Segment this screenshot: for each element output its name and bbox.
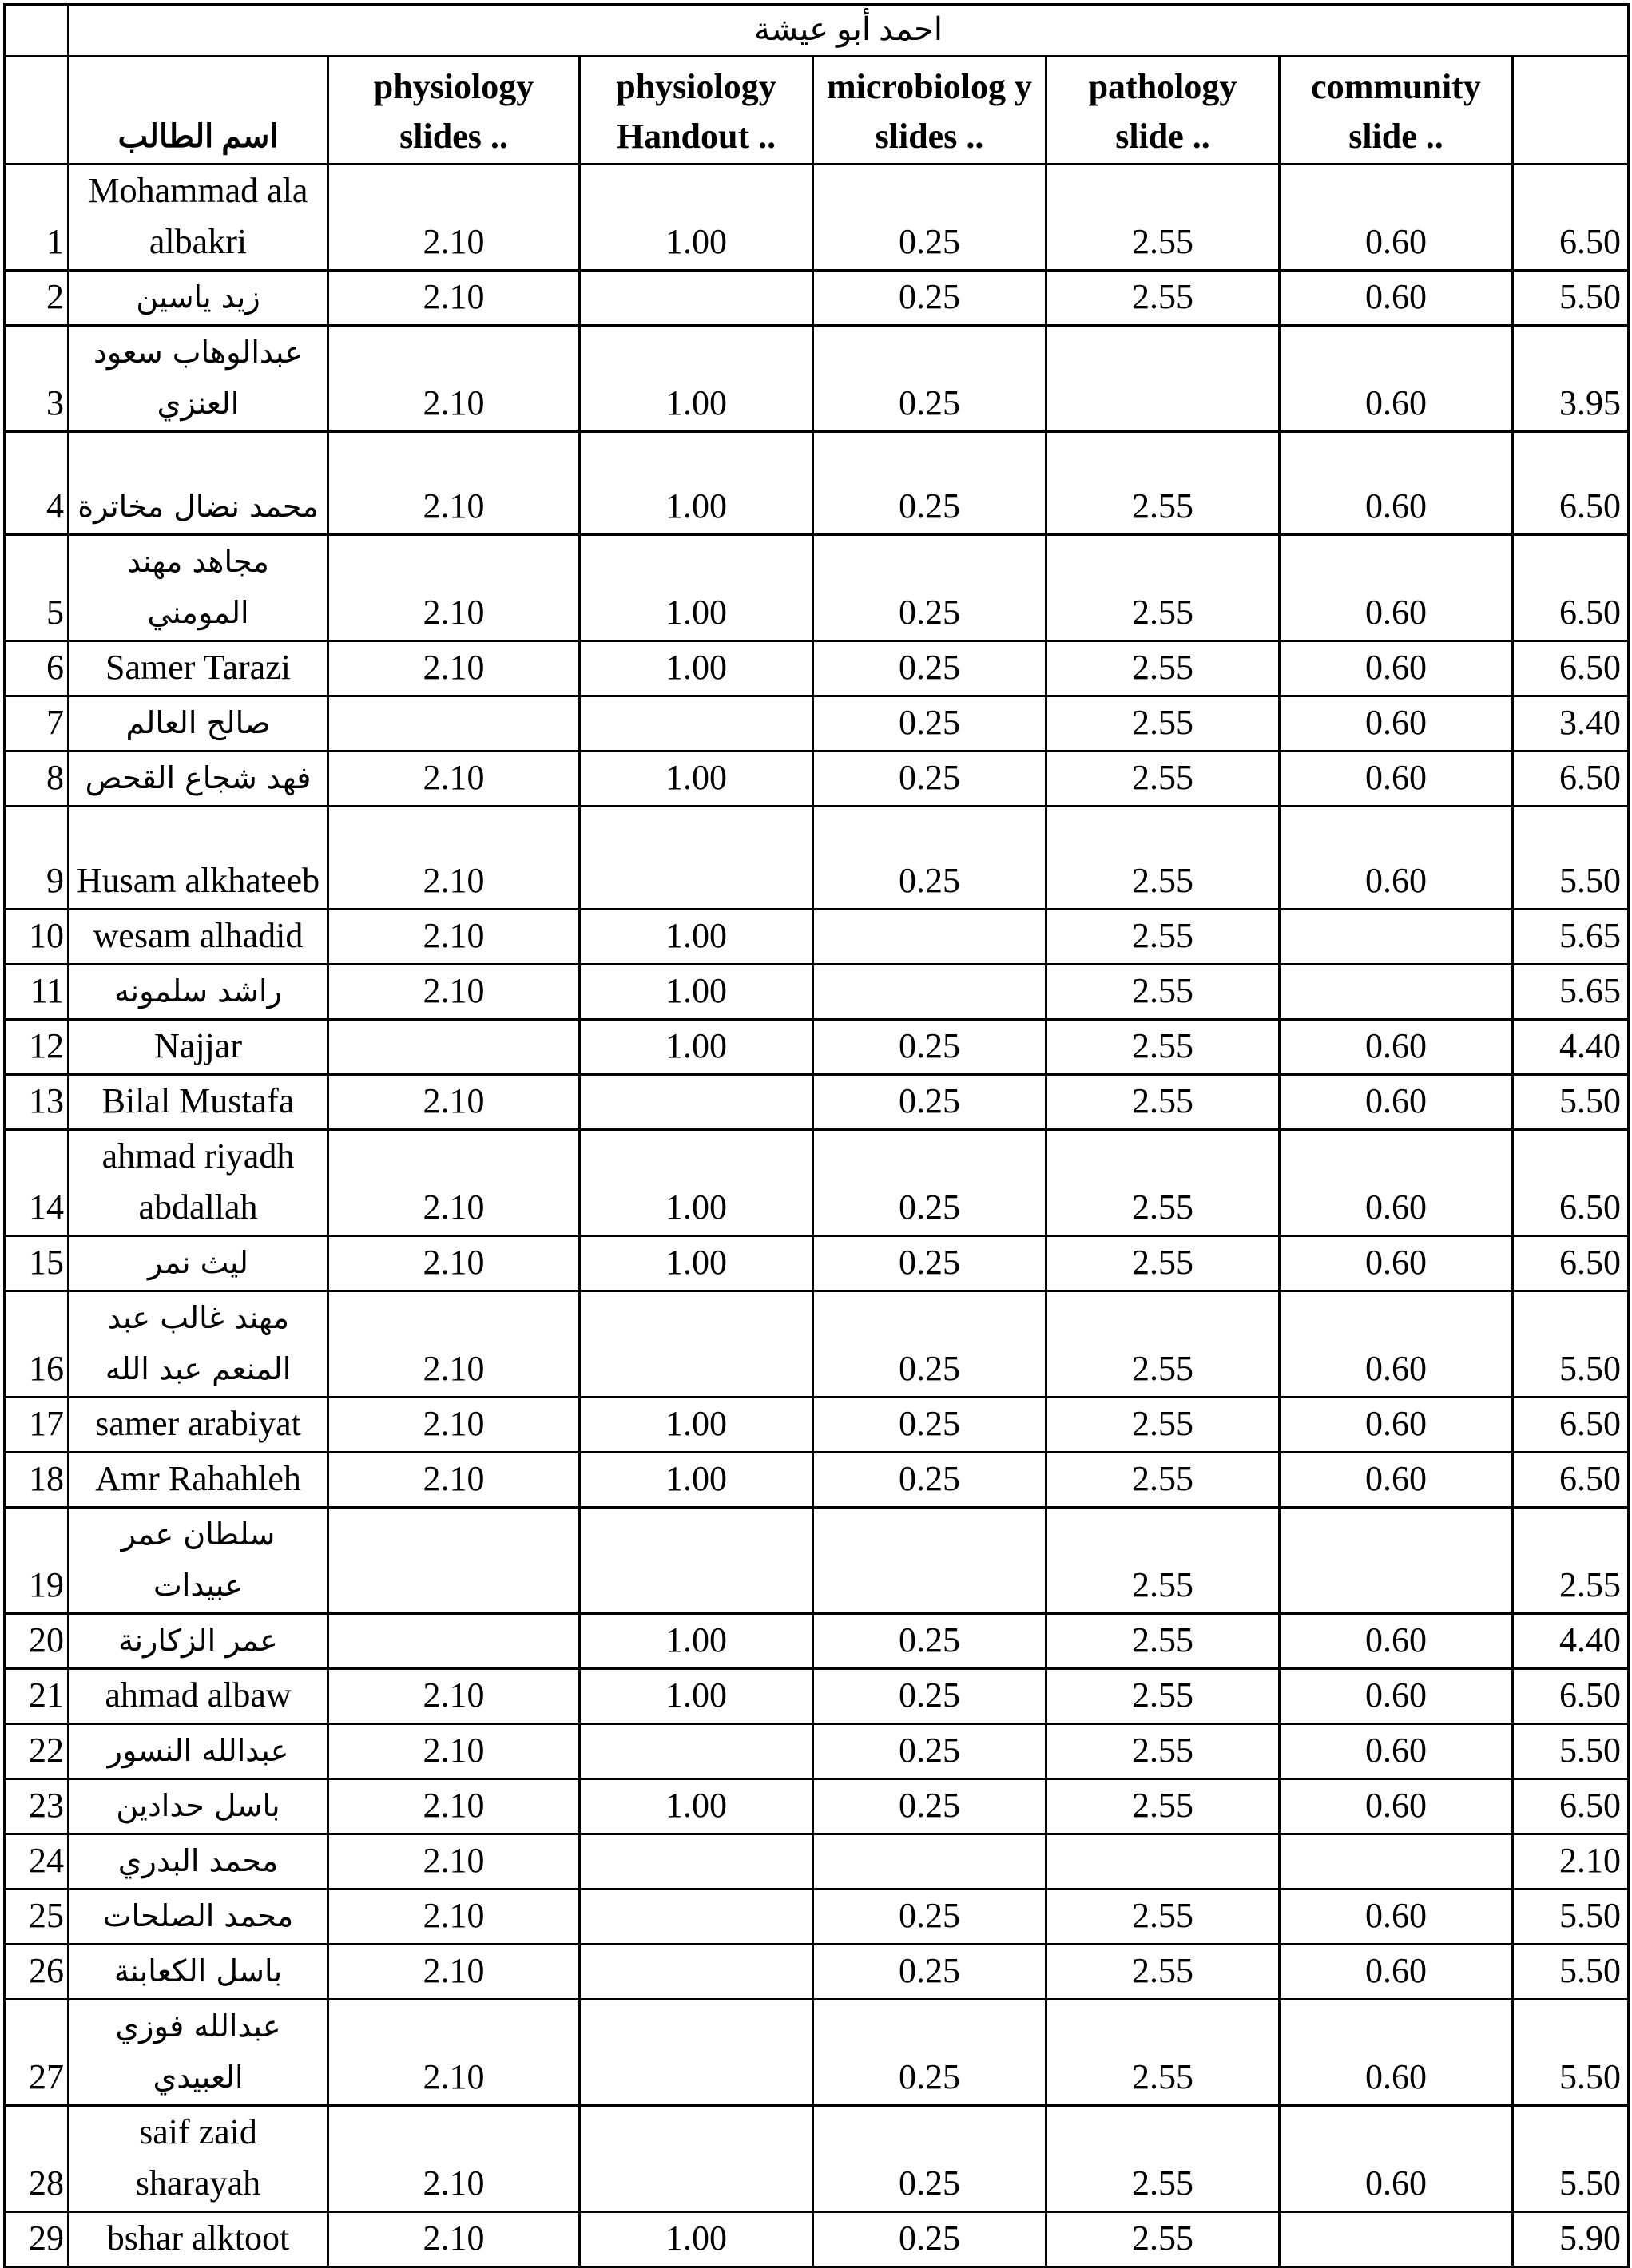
community-slide-cell: 0.60 [1280,1130,1513,1236]
physiology-slides-cell: 2.10 [328,535,580,641]
pathology-slide-cell: 2.55 [1046,1724,1280,1779]
pathology-slide-cell: 2.55 [1046,1130,1280,1236]
microbiology-slides-cell: 0.25 [813,1398,1046,1453]
total-cell: 6.50 [1513,1779,1629,1834]
total-cell: 5.50 [1513,1889,1629,1945]
student-name: ahmad albaw [69,1669,328,1724]
student-name: مهند غالب عبد المنعم عبد الله [69,1291,328,1398]
community-slide-cell: 0.60 [1280,2106,1513,2212]
pathology-slide-cell: 2.55 [1046,1291,1280,1398]
total-cell: 5.50 [1513,1945,1629,2000]
community-slide-cell: 0.60 [1280,1453,1513,1508]
microbiology-slides-cell [813,910,1046,965]
physiology-slides-cell: 2.10 [328,1453,580,1508]
table-row [5,2000,1629,2106]
physiology-slides-cell: 2.10 [328,1724,580,1779]
physiology-handout-cell [580,1724,813,1779]
physiology-handout-cell: 1.00 [580,1236,813,1291]
pathology-slide-cell: 2.55 [1046,1020,1280,1075]
header-row [5,57,1629,165]
total-cell: 5.65 [1513,965,1629,1020]
microbiology-slides-cell: 0.25 [813,1236,1046,1291]
total-cell: 4.40 [1513,1020,1629,1075]
total-cell: 6.50 [1513,751,1629,807]
student-name: محمد نضال مخاترة [69,432,328,535]
physiology-slides-cell [328,696,580,751]
header-physiology-handout: physiology Handout .. [580,57,813,165]
community-slide-cell: 0.60 [1280,326,1513,432]
row-number: 29 [5,2212,69,2267]
microbiology-slides-cell: 0.25 [813,1779,1046,1834]
physiology-slides-cell [328,1508,580,1614]
total-cell: 3.95 [1513,326,1629,432]
student-name: ahmad riyadh abdallah [69,1130,328,1236]
table-row [5,1724,1629,1779]
pathology-slide-cell: 2.55 [1046,271,1280,326]
row-number: 15 [5,1236,69,1291]
community-slide-cell [1280,910,1513,965]
grades-table [3,3,1630,2268]
community-slide-cell: 0.60 [1280,1236,1513,1291]
table-row [5,165,1629,271]
header-microbiology-slides: microbiolog y slides .. [813,57,1046,165]
corner-cell [5,5,69,57]
table-row [5,1075,1629,1130]
total-cell: 5.90 [1513,2212,1629,2267]
microbiology-slides-cell: 0.25 [813,1614,1046,1669]
table-row [5,1945,1629,2000]
student-name: Mohammad ala albakri [69,165,328,271]
table-row [5,1291,1629,1398]
physiology-handout-cell: 1.00 [580,2212,813,2267]
microbiology-slides-cell: 0.25 [813,326,1046,432]
student-name: Husam alkhateeb [69,807,328,910]
physiology-handout-cell [580,1291,813,1398]
row-number: 21 [5,1669,69,1724]
student-name: Samer Tarazi [69,641,328,696]
physiology-handout-cell: 1.00 [580,1669,813,1724]
community-slide-cell [1280,1834,1513,1889]
row-number: 9 [5,807,69,910]
physiology-slides-cell: 2.10 [328,965,580,1020]
table-row [5,432,1629,535]
physiology-slides-cell: 2.10 [328,1669,580,1724]
row-number: 1 [5,165,69,271]
table-row [5,1614,1629,1669]
physiology-handout-cell: 1.00 [580,535,813,641]
community-slide-cell: 0.60 [1280,696,1513,751]
pathology-slide-cell [1046,1834,1280,1889]
student-name: wesam alhadid [69,910,328,965]
student-name: زيد ياسين [69,271,328,326]
pathology-slide-cell: 2.55 [1046,1945,1280,2000]
physiology-handout-cell: 1.00 [580,165,813,271]
student-name: عمر الزكارنة [69,1614,328,1669]
pathology-slide-cell: 2.55 [1046,2212,1280,2267]
total-cell: 5.50 [1513,1724,1629,1779]
total-cell: 5.50 [1513,1075,1629,1130]
table-row [5,1453,1629,1508]
row-number: 4 [5,432,69,535]
table-row [5,2106,1629,2212]
table-row [5,326,1629,432]
table-row [5,1130,1629,1236]
physiology-slides-cell: 2.10 [328,807,580,910]
community-slide-cell: 0.60 [1280,751,1513,807]
physiology-handout-cell: 1.00 [580,751,813,807]
total-cell: 6.50 [1513,165,1629,271]
student-name: ليث نمر [69,1236,328,1291]
microbiology-slides-cell: 0.25 [813,1669,1046,1724]
total-cell: 5.65 [1513,910,1629,965]
student-name: مجاهد مهند المومني [69,535,328,641]
pathology-slide-cell: 2.55 [1046,432,1280,535]
physiology-slides-cell: 2.10 [328,1075,580,1130]
community-slide-cell: 0.60 [1280,1614,1513,1669]
header-index [5,57,69,165]
community-slide-cell: 0.60 [1280,1020,1513,1075]
total-cell: 6.50 [1513,1669,1629,1724]
physiology-handout-cell [580,271,813,326]
pathology-slide-cell: 2.55 [1046,2000,1280,2106]
table-row [5,1889,1629,1945]
student-name: باسل الكعابنة [69,1945,328,2000]
pathology-slide-cell: 2.55 [1046,1614,1280,1669]
student-name: bshar alktoot [69,2212,328,2267]
physiology-handout-cell: 1.00 [580,1398,813,1453]
sheet-title: احمد أبو عيشة [69,5,1629,57]
physiology-slides-cell: 2.10 [328,271,580,326]
physiology-slides-cell: 2.10 [328,326,580,432]
microbiology-slides-cell: 0.25 [813,1453,1046,1508]
total-cell: 6.50 [1513,1453,1629,1508]
row-number: 18 [5,1453,69,1508]
total-cell: 6.50 [1513,1398,1629,1453]
physiology-handout-cell [580,2000,813,2106]
pathology-slide-cell: 2.55 [1046,807,1280,910]
pathology-slide-cell: 2.55 [1046,910,1280,965]
physiology-slides-cell: 2.10 [328,1291,580,1398]
student-name: Amr Rahahleh [69,1453,328,1508]
total-cell: 5.50 [1513,807,1629,910]
student-name: فهد شجاع القحص [69,751,328,807]
row-number: 14 [5,1130,69,1236]
table-row [5,1020,1629,1075]
row-number: 28 [5,2106,69,2212]
community-slide-cell: 0.60 [1280,535,1513,641]
row-number: 27 [5,2000,69,2106]
physiology-handout-cell: 1.00 [580,910,813,965]
row-number: 13 [5,1075,69,1130]
row-number: 22 [5,1724,69,1779]
physiology-handout-cell: 1.00 [580,1020,813,1075]
physiology-slides-cell: 2.10 [328,2000,580,2106]
row-number: 5 [5,535,69,641]
microbiology-slides-cell: 0.25 [813,807,1046,910]
microbiology-slides-cell: 0.25 [813,165,1046,271]
pathology-slide-cell: 2.55 [1046,1398,1280,1453]
physiology-handout-cell: 1.00 [580,432,813,535]
microbiology-slides-cell [813,1508,1046,1614]
physiology-handout-cell: 1.00 [580,1130,813,1236]
physiology-handout-cell: 1.00 [580,1779,813,1834]
microbiology-slides-cell: 0.25 [813,1945,1046,2000]
physiology-slides-cell: 2.10 [328,1945,580,2000]
table-row [5,696,1629,751]
microbiology-slides-cell: 0.25 [813,1291,1046,1398]
physiology-handout-cell [580,2106,813,2212]
table-row [5,1834,1629,1889]
physiology-slides-cell: 2.10 [328,1834,580,1889]
physiology-slides-cell: 2.10 [328,1889,580,1945]
student-name: عبدالله فوزي العبيدي [69,2000,328,2106]
physiology-slides-cell: 2.10 [328,432,580,535]
physiology-handout-cell [580,1508,813,1614]
total-cell: 5.50 [1513,1291,1629,1398]
row-number: 6 [5,641,69,696]
physiology-slides-cell: 2.10 [328,2106,580,2212]
microbiology-slides-cell: 0.25 [813,432,1046,535]
row-number: 17 [5,1398,69,1453]
pathology-slide-cell: 2.55 [1046,751,1280,807]
microbiology-slides-cell: 0.25 [813,1075,1046,1130]
pathology-slide-cell: 2.55 [1046,1453,1280,1508]
physiology-slides-cell [328,1614,580,1669]
microbiology-slides-cell: 0.25 [813,271,1046,326]
pathology-slide-cell: 2.55 [1046,965,1280,1020]
row-number: 16 [5,1291,69,1398]
pathology-slide-cell: 2.55 [1046,1779,1280,1834]
student-name: راشد سلمونه [69,965,328,1020]
total-cell: 6.50 [1513,432,1629,535]
community-slide-cell: 0.60 [1280,432,1513,535]
pathology-slide-cell: 2.55 [1046,1669,1280,1724]
total-cell: 2.10 [1513,1834,1629,1889]
row-number: 20 [5,1614,69,1669]
microbiology-slides-cell: 0.25 [813,1724,1046,1779]
header-physiology-slides: physiology slides .. [328,57,580,165]
physiology-handout-cell: 1.00 [580,641,813,696]
student-name: محمد الصلحات [69,1889,328,1945]
physiology-slides-cell: 2.10 [328,1130,580,1236]
physiology-handout-cell: 1.00 [580,965,813,1020]
row-number: 3 [5,326,69,432]
student-name: Bilal Mustafa [69,1075,328,1130]
physiology-slides-cell: 2.10 [328,910,580,965]
table-row [5,1236,1629,1291]
physiology-slides-cell: 2.10 [328,751,580,807]
microbiology-slides-cell: 0.25 [813,696,1046,751]
total-cell: 6.50 [1513,535,1629,641]
total-cell: 4.40 [1513,1614,1629,1669]
physiology-handout-cell [580,696,813,751]
pathology-slide-cell: 2.55 [1046,1075,1280,1130]
pathology-slide-cell: 2.55 [1046,1236,1280,1291]
microbiology-slides-cell: 0.25 [813,641,1046,696]
physiology-handout-cell [580,807,813,910]
student-name: saif zaid sharayah [69,2106,328,2212]
student-name: عبدالله النسور [69,1724,328,1779]
community-slide-cell: 0.60 [1280,1724,1513,1779]
pathology-slide-cell: 2.55 [1046,1889,1280,1945]
microbiology-slides-cell [813,1834,1046,1889]
microbiology-slides-cell: 0.25 [813,751,1046,807]
student-name: عبدالوهاب سعود العنزي [69,326,328,432]
pathology-slide-cell: 2.55 [1046,2106,1280,2212]
total-cell: 6.50 [1513,641,1629,696]
pathology-slide-cell: 2.55 [1046,696,1280,751]
table-row [5,1508,1629,1614]
physiology-slides-cell [328,1020,580,1075]
physiology-slides-cell: 2.10 [328,165,580,271]
total-cell: 5.50 [1513,2106,1629,2212]
total-cell: 6.50 [1513,1236,1629,1291]
community-slide-cell [1280,1508,1513,1614]
community-slide-cell: 0.60 [1280,271,1513,326]
pathology-slide-cell: 2.55 [1046,1508,1280,1614]
physiology-slides-cell: 2.10 [328,1236,580,1291]
community-slide-cell: 0.60 [1280,1889,1513,1945]
row-number: 23 [5,1779,69,1834]
microbiology-slides-cell: 0.25 [813,2106,1046,2212]
physiology-slides-cell: 2.10 [328,2212,580,2267]
student-name: Najjar [69,1020,328,1075]
microbiology-slides-cell [813,965,1046,1020]
pathology-slide-cell: 2.55 [1046,535,1280,641]
table-row [5,271,1629,326]
table-row [5,1779,1629,1834]
pathology-slide-cell: 2.55 [1046,641,1280,696]
table-row [5,1669,1629,1724]
student-name: صالح العالم [69,696,328,751]
table-row [5,965,1629,1020]
header-pathology-slide: pathology slide .. [1046,57,1280,165]
row-number: 26 [5,1945,69,2000]
row-number: 11 [5,965,69,1020]
community-slide-cell: 0.60 [1280,1398,1513,1453]
microbiology-slides-cell: 0.25 [813,535,1046,641]
community-slide-cell [1280,965,1513,1020]
community-slide-cell: 0.60 [1280,1669,1513,1724]
community-slide-cell: 0.60 [1280,1945,1513,2000]
student-name: samer arabiyat [69,1398,328,1453]
row-number: 7 [5,696,69,751]
total-cell: 6.50 [1513,1130,1629,1236]
community-slide-cell: 0.60 [1280,641,1513,696]
community-slide-cell: 0.60 [1280,1779,1513,1834]
table-row [5,910,1629,965]
table-row [5,751,1629,807]
table-row [5,807,1629,910]
pathology-slide-cell [1046,326,1280,432]
community-slide-cell: 0.60 [1280,165,1513,271]
row-number: 8 [5,751,69,807]
row-number: 2 [5,271,69,326]
table-row [5,2212,1629,2267]
physiology-handout-cell [580,1834,813,1889]
community-slide-cell: 0.60 [1280,1291,1513,1398]
header-student-name: اسم الطالب [69,57,328,165]
microbiology-slides-cell: 0.25 [813,1130,1046,1236]
physiology-handout-cell [580,1945,813,2000]
total-cell: 2.55 [1513,1508,1629,1614]
student-name: محمد البدري [69,1834,328,1889]
table-row [5,1398,1629,1453]
total-cell: 5.50 [1513,2000,1629,2106]
table-row [5,535,1629,641]
physiology-slides-cell: 2.10 [328,641,580,696]
microbiology-slides-cell: 0.25 [813,2000,1046,2106]
total-cell: 3.40 [1513,696,1629,751]
title-row [5,5,1629,57]
row-number: 12 [5,1020,69,1075]
community-slide-cell: 0.60 [1280,1075,1513,1130]
physiology-slides-cell: 2.10 [328,1398,580,1453]
physiology-slides-cell: 2.10 [328,1779,580,1834]
physiology-handout-cell: 1.00 [580,1614,813,1669]
total-cell: 5.50 [1513,271,1629,326]
microbiology-slides-cell: 0.25 [813,2212,1046,2267]
row-number: 19 [5,1508,69,1614]
row-number: 10 [5,910,69,965]
physiology-handout-cell: 1.00 [580,326,813,432]
physiology-handout-cell: 1.00 [580,1453,813,1508]
physiology-handout-cell [580,1075,813,1130]
physiology-handout-cell [580,1889,813,1945]
microbiology-slides-cell: 0.25 [813,1020,1046,1075]
community-slide-cell [1280,2212,1513,2267]
student-name: سلطان عمر عبيدات [69,1508,328,1614]
student-name: باسل حدادين [69,1779,328,1834]
community-slide-cell: 0.60 [1280,2000,1513,2106]
row-number: 24 [5,1834,69,1889]
header-community-slide: community slide .. [1280,57,1513,165]
pathology-slide-cell: 2.55 [1046,165,1280,271]
microbiology-slides-cell: 0.25 [813,1889,1046,1945]
header-total [1513,57,1629,165]
table-row [5,641,1629,696]
community-slide-cell: 0.60 [1280,807,1513,910]
row-number: 25 [5,1889,69,1945]
